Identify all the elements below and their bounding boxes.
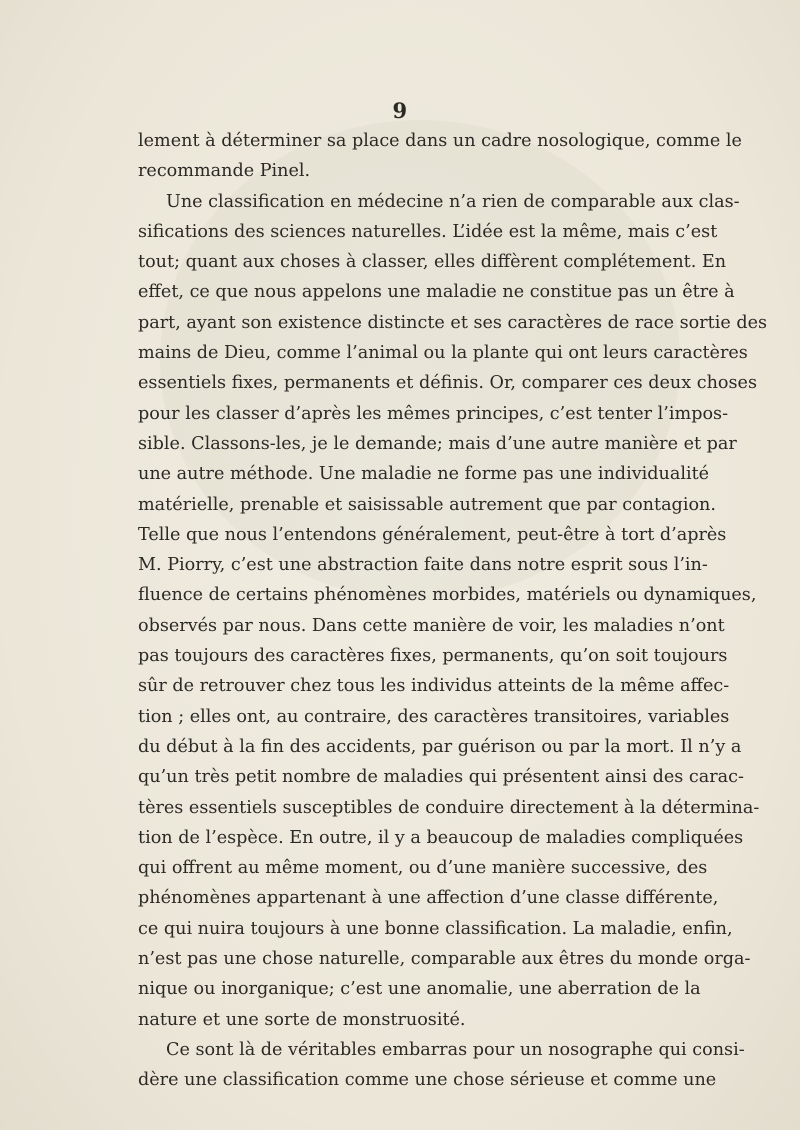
text-line: pas toujours des caractères fixes, permanents, qu’on soit toujours	[138, 646, 728, 667]
body-text	[138, 126, 768, 1096]
text-line: Telle que nous l’entendons généralement, peut-être à tort d’après	[138, 524, 727, 545]
text-line: tion de l’espèce. En outre, il y a beaucoup de maladies compliquées	[138, 827, 744, 848]
text-line: phénomènes appartenant à une affection d’une classe différente,	[138, 888, 719, 909]
text-line: fluence de certains phénomènes morbides, matériels ou dynamiques,	[138, 585, 757, 606]
page-number: 9	[392, 98, 408, 123]
text-line: M. Piorry, c’est une abstraction faite dans notre esprit sous l’in-	[138, 555, 708, 576]
text-line: mains de Dieu, comme l’animal ou la plante qui ont leurs caractères	[138, 343, 748, 364]
text-line: nature et une sorte de monstruosité.	[138, 1009, 466, 1030]
text-line: qui offrent au même moment, ou d’une manière successive, des	[138, 858, 708, 879]
text-line: qu’un très petit nombre de maladies qui présentent ainsi des carac-	[138, 767, 744, 788]
text-line: pour les classer d’après les mêmes principes, c’est tenter l’impos-	[138, 403, 729, 424]
text-line: lement à déterminer sa place dans un cadre nosologique, comme le	[138, 131, 742, 151]
text-line: Ce sont là de véritables embarras pour un nosographe qui consi-	[166, 1039, 745, 1060]
text-line: tout; quant aux choses à classer, elles diffèrent complétement. En	[138, 252, 727, 273]
text-line: nique ou inorganique; c’est une anomalie, une aberration de la	[138, 979, 701, 1000]
text-line: du début à la fin des accidents, par guérison ou par la mort. Il n’y a	[138, 736, 742, 757]
text-line: une autre méthode. Une maladie ne forme pas une individualité	[138, 464, 710, 485]
text-line: sûr de retrouver chez tous les individus atteints de la même affec-	[138, 676, 730, 697]
text-line: sible. Classons-les, je le demande; mais d’une autre manière et par	[138, 433, 737, 454]
text-line: matérielle, prenable et saisissable autrement que par contagion.	[138, 494, 716, 515]
text-line: tères essentiels susceptibles de conduire directement à la détermina-	[138, 797, 760, 818]
text-line: part, ayant son existence distincte et ses caractères de race sortie des	[138, 312, 768, 333]
text-line: tion ; elles ont, au contraire, des caractères transitoires, variables	[138, 706, 730, 727]
text-line: sifications des sciences naturelles. L’idée est la même, mais c’est	[138, 221, 718, 242]
text-line: effet, ce que nous appelons une maladie ne constitue pas un être à	[138, 282, 735, 303]
text-line: essentiels fixes, permanents et définis. Or, comparer ces deux choses	[138, 373, 757, 394]
text-line: Une classification en médecine n’a rien de comparable aux clas-	[166, 191, 740, 212]
text-line: observés par nous. Dans cette manière de voir, les maladies n’ont	[138, 615, 725, 636]
text-line: n’est pas une chose naturelle, comparable aux êtres du monde orga-	[138, 949, 751, 970]
text-line: dère une classification comme une chose sérieuse et comme une	[138, 1070, 717, 1091]
text-line: ce qui nuira toujours à une bonne classification. La maladie, enfin,	[138, 918, 733, 939]
text-line: recommande Pinel.	[138, 161, 311, 182]
